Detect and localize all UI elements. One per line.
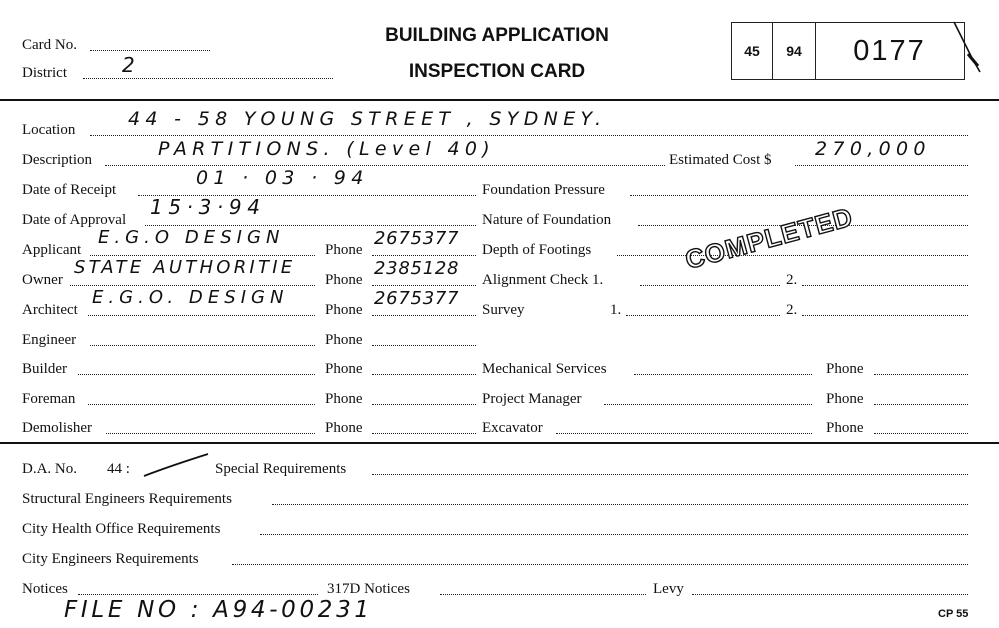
engineer-label: Engineer bbox=[22, 332, 77, 348]
city-engineers-field bbox=[232, 564, 968, 565]
da-no-label: D.A. No. bbox=[22, 461, 77, 477]
da-no-value: 44 : bbox=[107, 461, 130, 477]
notices-label: Notices bbox=[22, 581, 68, 597]
da-handwritten-stroke bbox=[140, 452, 212, 480]
project-manager-label: Project Manager bbox=[482, 391, 582, 407]
alignment-check-2-label: 2. bbox=[786, 272, 798, 288]
survey-1-label: 1. bbox=[610, 302, 622, 318]
excavator-label: Excavator bbox=[482, 420, 543, 436]
estimated-cost-field bbox=[795, 165, 968, 166]
health-requirements-label: City Health Office Requirements bbox=[22, 521, 221, 537]
survey-label: Survey bbox=[482, 302, 525, 318]
district-label: District bbox=[22, 65, 67, 81]
foreman-field bbox=[88, 404, 315, 405]
architect-value: E.G.O. DESIGN bbox=[92, 287, 289, 308]
builder-phone-label: Phone bbox=[325, 361, 363, 377]
location-field bbox=[90, 135, 968, 136]
district-field bbox=[83, 78, 333, 79]
card-number: 0177 bbox=[853, 34, 926, 67]
project-manager-phone-field bbox=[874, 404, 968, 405]
applicant-phone-label: Phone bbox=[325, 242, 363, 258]
special-requirements-label: Special Requirements bbox=[215, 461, 347, 477]
architect-phone-value: 2675377 bbox=[374, 288, 460, 309]
demolisher-phone-field bbox=[372, 433, 476, 434]
architect-phone-label: Phone bbox=[325, 302, 363, 318]
date-approval-value: 15·3·94 bbox=[150, 195, 266, 219]
owner-phone-value: 2385128 bbox=[374, 258, 460, 279]
owner-value: STATE AUTHORITIE bbox=[74, 257, 296, 278]
applicant-phone-value: 2675377 bbox=[374, 228, 460, 249]
project-manager-phone-label: Phone bbox=[826, 391, 864, 407]
notices-317d-label: 317D Notices bbox=[327, 581, 410, 597]
corner-mark bbox=[950, 14, 990, 84]
owner-field bbox=[70, 285, 315, 286]
date-approval-field bbox=[145, 225, 476, 226]
box-code-a: 45 bbox=[732, 23, 773, 79]
owner-phone-field bbox=[372, 285, 476, 286]
mechanical-services-label: Mechanical Services bbox=[482, 361, 607, 377]
location-value: 44 - 58 YOUNG STREET , SYDNEY. bbox=[128, 108, 607, 130]
date-approval-label: Date of Approval bbox=[22, 212, 127, 228]
depth-footings-field bbox=[617, 255, 968, 256]
box-code-b: 94 bbox=[773, 23, 816, 79]
structural-requirements-field bbox=[272, 504, 968, 505]
engineer-field bbox=[90, 345, 315, 346]
foreman-phone-label: Phone bbox=[325, 391, 363, 407]
foundation-pressure-label: Foundation Pressure bbox=[482, 182, 605, 198]
notices-317d-field bbox=[440, 594, 646, 595]
special-requirements-field bbox=[372, 474, 968, 475]
architect-phone-field bbox=[372, 315, 476, 316]
main-rule bbox=[0, 442, 999, 444]
alignment-check-label: Alignment Check 1. bbox=[482, 272, 604, 288]
demolisher-label: Demolisher bbox=[22, 420, 92, 436]
excavator-phone-label: Phone bbox=[826, 420, 864, 436]
estimated-cost-label: Estimated Cost $ bbox=[669, 152, 772, 168]
demolisher-phone-label: Phone bbox=[325, 420, 363, 436]
completed-stamp: COMPLETED bbox=[682, 201, 857, 275]
title-line-1: BUILDING APPLICATION bbox=[385, 25, 609, 46]
estimated-cost-value: 270,000 bbox=[815, 138, 931, 160]
card-no-label: Card No. bbox=[22, 37, 77, 53]
applicant-value: E.G.O DESIGN bbox=[98, 227, 285, 248]
form-code: CP 55 bbox=[938, 608, 969, 620]
builder-label: Builder bbox=[22, 361, 67, 377]
engineer-phone-field bbox=[372, 345, 476, 346]
card-no-field bbox=[90, 50, 210, 51]
levy-label: Levy bbox=[653, 581, 684, 597]
notices-field bbox=[78, 594, 318, 595]
levy-field bbox=[692, 594, 968, 595]
description-field bbox=[105, 165, 665, 166]
engineer-phone-label: Phone bbox=[325, 332, 363, 348]
builder-phone-field bbox=[372, 374, 476, 375]
structural-requirements-label: Structural Engineers Requirements bbox=[22, 491, 232, 507]
card-number-box bbox=[731, 22, 965, 80]
description-label: Description bbox=[22, 152, 92, 168]
foreman-label: Foreman bbox=[22, 391, 76, 407]
health-requirements-field bbox=[260, 534, 968, 535]
date-receipt-value: 01 · 03 · 94 bbox=[196, 167, 369, 189]
survey-2-field bbox=[802, 315, 968, 316]
survey-1-field bbox=[626, 315, 780, 316]
owner-label: Owner bbox=[22, 272, 63, 288]
date-receipt-label: Date of Receipt bbox=[22, 182, 117, 198]
header-rule bbox=[0, 99, 999, 101]
project-manager-field bbox=[604, 404, 812, 405]
foreman-phone-field bbox=[372, 404, 476, 405]
nature-foundation-label: Nature of Foundation bbox=[482, 212, 612, 228]
demolisher-field bbox=[106, 433, 315, 434]
location-label: Location bbox=[22, 122, 76, 138]
file-number: FILE NO : A94-00231 bbox=[64, 597, 373, 623]
alignment-check-2-field bbox=[802, 285, 968, 286]
title-line-2: INSPECTION CARD bbox=[408, 61, 586, 82]
survey-2-label: 2. bbox=[786, 302, 798, 318]
mechanical-services-field bbox=[634, 374, 812, 375]
applicant-phone-field bbox=[372, 255, 476, 256]
applicant-label: Applicant bbox=[22, 242, 82, 258]
mechanical-phone-label: Phone bbox=[826, 361, 864, 377]
foundation-pressure-field bbox=[630, 195, 968, 196]
architect-label: Architect bbox=[22, 302, 78, 318]
district-value: 2 bbox=[122, 53, 141, 77]
owner-phone-label: Phone bbox=[325, 272, 363, 288]
excavator-phone-field bbox=[874, 433, 968, 434]
description-value: PARTITIONS. (Level 40) bbox=[158, 138, 496, 160]
applicant-field bbox=[90, 255, 315, 256]
mechanical-phone-field bbox=[874, 374, 968, 375]
alignment-check-1-field bbox=[640, 285, 780, 286]
builder-field bbox=[78, 374, 315, 375]
city-engineers-label: City Engineers Requirements bbox=[22, 551, 199, 567]
excavator-field bbox=[556, 433, 812, 434]
depth-footings-label: Depth of Footings bbox=[482, 242, 592, 258]
architect-field bbox=[88, 315, 315, 316]
